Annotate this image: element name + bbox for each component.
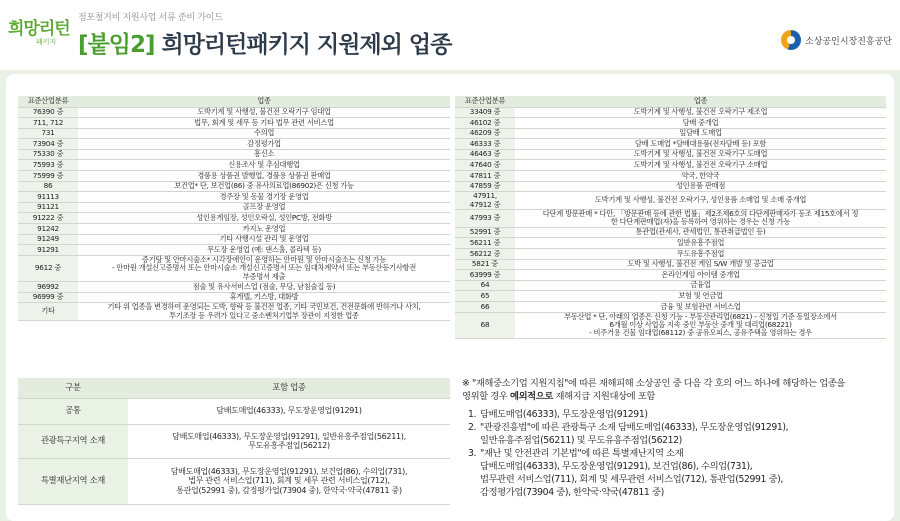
industry-code: 66	[455, 301, 515, 312]
table-row	[18, 234, 450, 245]
industry-code: 73904 중	[18, 139, 78, 150]
industry-code: 47911, 47912 중	[455, 192, 515, 210]
industry-code: 731	[18, 128, 78, 139]
industry-description: 도박 및 사행성, 불건전 게임 S/W 개발 및 공급업	[515, 259, 886, 270]
header	[0, 0, 900, 70]
table-row	[18, 398, 450, 424]
table-row	[455, 128, 886, 139]
table-row	[455, 249, 886, 260]
industry-code: 711, 712	[18, 118, 78, 129]
industry-description: 감정평가업	[78, 139, 450, 150]
list-item	[462, 447, 882, 499]
title-tag: [붙임2]	[78, 32, 155, 58]
table-row	[455, 259, 886, 270]
industry-code: 56212 중	[455, 249, 515, 260]
list-item	[462, 421, 882, 447]
industry-code: 96999 중	[18, 292, 78, 303]
industry-description: 경주장 및 동물 경기장 운영업	[78, 192, 450, 203]
list-text: "관광진흥법"에 따른 관광특구 소재 담배도매업(46333), 무도장운영업(91291), 일반유흥주점업(56211) 및 무도유흥주점업(56212)	[480, 421, 789, 446]
industry-description: 도박기계 및 사행성, 불건전 오락기구, 성인용품 소매업 및 소매 중개업	[515, 192, 886, 210]
list-item	[462, 408, 882, 421]
industry-code: 46463 중	[455, 149, 515, 160]
industry-description: 담배 중개업	[515, 118, 886, 129]
industry-description: 보건업* 단, 보건업(86) 중 유사의료업(86902)은 신청 가능	[78, 181, 450, 192]
industry-description: 일반유흥주점업	[515, 238, 886, 249]
industry-code: 46333 중	[455, 139, 515, 150]
industry-description: 금융 및 보험관련 서비스업	[515, 301, 886, 312]
industry-code: 63999 중	[455, 270, 515, 281]
region-included-industries: 담배도매업(46333), 무도장운영업(91291)	[128, 398, 450, 424]
list-number: 3.	[468, 447, 477, 459]
table-row	[455, 192, 886, 210]
table-row	[455, 301, 886, 312]
logo-text: 희망리턴	[8, 19, 70, 39]
industry-description: 약국, 한약국	[515, 171, 886, 182]
table-row	[18, 107, 450, 118]
table-row	[455, 210, 886, 228]
industry-description: 수의업	[78, 128, 450, 139]
page-title	[78, 26, 451, 59]
industry-description: 골프장 운영업	[78, 202, 450, 213]
col-header-category: 구분	[18, 378, 128, 398]
industry-description: 경품용 상품권 발행업, 경품용 상품권 판매업	[78, 171, 450, 182]
table-row	[18, 160, 450, 171]
industry-code: 56211 중	[455, 238, 515, 249]
industry-code: 75993 중	[18, 160, 78, 171]
guide-subtitle: 점포철거비 지원사업 서류 준비 가이드	[78, 13, 223, 23]
region-exception-table	[18, 378, 450, 505]
hope-return-logo	[6, 10, 70, 56]
col-header-code: 표준산업분류	[18, 96, 78, 107]
region-category: 특별재난지역 소재	[18, 458, 128, 504]
table-row	[455, 280, 886, 291]
table-row	[18, 118, 450, 129]
industry-description: 법무, 회계 및 세무 등 기타 법무 관련 서비스업	[78, 118, 450, 129]
industry-code: 91242	[18, 224, 78, 235]
industry-description: 성인용품 판매점	[515, 181, 886, 192]
industry-code: 기타	[18, 303, 78, 321]
industry-code: 86	[18, 181, 78, 192]
industry-description: 도박기계 및 사행성, 불건전 오락기구 소매업	[515, 160, 886, 171]
industry-code: 46102 중	[455, 118, 515, 129]
industry-code: 91291	[18, 245, 78, 256]
industry-code: 52991 중	[455, 227, 515, 238]
industry-code: 9612 중	[18, 255, 78, 281]
industry-code: 46209 중	[455, 128, 515, 139]
industry-description: 휴게텔, 키스방, 대화방	[78, 292, 450, 303]
note-intro	[462, 377, 882, 404]
list-number: 1.	[468, 408, 477, 420]
table-row	[18, 139, 450, 150]
excluded-industry-table-left	[18, 96, 450, 321]
industry-description: 흥신소	[78, 149, 450, 160]
col-header-industry: 업종	[78, 96, 450, 107]
industry-description: 기타 위 업종을 변경하여 운영되는 도박, 향락 등 불건전 업종, 기타 국민보건, 건전문화에 반하거나 사치, 투기조장 등 우려가 있다고 중소벤처기업부 장관이 지정한 업종	[78, 303, 450, 321]
region-category: 관광특구지역 소재	[18, 424, 128, 458]
industry-description: 기타 사행시설 관리 및 운영업	[78, 234, 450, 245]
table-row	[18, 458, 450, 504]
note-intro-end: 재해지급 지원대상에 포함	[552, 391, 655, 403]
industry-description: 증기탕 및 안마시술소* 시각장애인이 운영하는 안마원 및 안마시술소는 신청 가능 - 안마원 개설신고증명서 또는 안마시술소 개설신고증명서 또는 임대차계약서 또는 부동산등기사항전 부증명서 제출	[78, 255, 450, 281]
table-row	[18, 224, 450, 235]
industry-description: 무도유흥주점업	[515, 249, 886, 260]
industry-description: 담배 도매업 *담배대용품(전자담배 등) 포함	[515, 139, 886, 150]
col-header-code: 표준산업분류	[455, 96, 515, 107]
industry-code: 96992	[18, 281, 78, 292]
industry-code: 75999 중	[18, 171, 78, 182]
industry-code: 75330 중	[18, 149, 78, 160]
table-row	[455, 238, 886, 249]
industry-description: 점술 및 유사서비스업 (점술, 무당, 남침술집 등)	[78, 281, 450, 292]
table-row	[18, 303, 450, 321]
industry-description: 금융업	[515, 280, 886, 291]
logo-subtext: 패키지	[36, 38, 57, 46]
org-logo	[781, 30, 892, 50]
table-row	[18, 281, 450, 292]
table-row	[18, 292, 450, 303]
industry-description: 온라인게임 아이템 중개업	[515, 270, 886, 281]
table-row	[18, 202, 450, 213]
title-text: 희망리턴패키지 지원제외 업종	[154, 32, 452, 58]
industry-description: 다단계 방문판매 * 다만, 「방문판매 등에 관한 법률」제2조제6호의 다단계판매자가 동조 제15호에서 정 한 다단계판매업(자)을 등록하여 영위하는 경우는 신청 가능	[515, 210, 886, 228]
industry-description: 통관업(관세사, 관세법인, 통관취급법인 등)	[515, 227, 886, 238]
industry-description: 잎담배 도매업	[515, 128, 886, 139]
note-intro-line2: 영위할 경우	[462, 391, 511, 403]
industry-description: 무도장 운영업 (예: 댄스홀, 콜라텍 등)	[78, 245, 450, 256]
industry-description: 도박기계 및 사행성, 불건전 오락기구 도매업	[515, 149, 886, 160]
list-number: 2.	[468, 421, 477, 433]
table-row	[455, 107, 886, 118]
list-text: "재난 및 안전관리 기본법"에 따른 특별재난지역 소재 담배도매업(46333), 무도장운영업(91291), 보건업(86), 수의업(731), 법무관련 서비스업(711), 회계 및 세무관련 서비스업(712), 통관업(52991 중), 감정평가업(73904 중), 한약국·약국(47811 중)	[480, 447, 783, 499]
industry-code: 33409 중	[455, 107, 515, 118]
region-category: 공통	[18, 398, 128, 424]
disaster-exception-note	[462, 377, 882, 499]
industry-code: 91121	[18, 202, 78, 213]
industry-code: 91249	[18, 234, 78, 245]
industry-code: 47811 중	[455, 171, 515, 182]
table-row	[18, 255, 450, 281]
table-row	[18, 424, 450, 458]
industry-code: 65	[455, 291, 515, 302]
industry-description: 성인용게임장, 성인오락실, 성인PC방, 전화방	[78, 213, 450, 224]
industry-description: 도박기계 및 사행성, 불건전 오락기구 제조업	[515, 107, 886, 118]
table-row	[455, 139, 886, 150]
industry-description: 도박기계 및 사행성, 불건전 오락기구 임대업	[78, 107, 450, 118]
industry-description: 카지노 운영업	[78, 224, 450, 235]
table-row	[455, 227, 886, 238]
table-row	[18, 181, 450, 192]
table-row	[18, 245, 450, 256]
industry-description: 부동산업 * 단, 아래의 업종은 신청 가능 - 부동산관리업(6821) - 신청일 기준 동일장소에서 6개월 이상 사업을 지속 중인 부동산 중개 및 대리업(68221) - 비주거용 건물 임대업(68112) 중 공유오피스, 공유주택을 영위하는 경우	[515, 312, 886, 338]
table-row	[455, 160, 886, 171]
table-row	[18, 192, 450, 203]
table-row	[18, 149, 450, 160]
table-row	[455, 171, 886, 182]
industry-description: 보험 및 연금업	[515, 291, 886, 302]
industry-code: 68	[455, 312, 515, 338]
industry-code: 76390 중	[18, 107, 78, 118]
table-row	[455, 181, 886, 192]
list-text: 담배도매업(46333), 무도장운영업(91291)	[480, 408, 648, 420]
region-included-industries: 담배도매업(46333), 무도장운영업(91291), 보건업(86), 수의업(731), 법무 관련 서비스업(711), 회계 및 세무 관련 서비스업(712), 통관업(52991 중), 감정평가업(73904 중), 한약국·약국(47811 중)	[128, 458, 450, 504]
note-list	[462, 408, 882, 499]
excluded-industry-table-right	[455, 96, 886, 339]
table-row	[455, 270, 886, 281]
industry-code: 91113	[18, 192, 78, 203]
org-name: 소상공인시장진흥공단	[805, 36, 892, 47]
industry-code: 47640 중	[455, 160, 515, 171]
col-header-included: 포함 업종	[128, 378, 450, 398]
table-row	[455, 312, 886, 338]
table-row	[455, 118, 886, 129]
table-row	[455, 149, 886, 160]
industry-code: 64	[455, 280, 515, 291]
table-row	[18, 171, 450, 182]
industry-code: 47859 중	[455, 181, 515, 192]
industry-code: 91222 중	[18, 213, 78, 224]
semas-emblem-icon	[781, 30, 801, 50]
note-emphasis: 예외적으로	[510, 391, 553, 403]
table-row	[18, 128, 450, 139]
note-intro-line1: ※ "재해중소기업 지원지침"에 따른 재해피해 소상공인 중 다음 각 호의 어느 하나에 해당하는 업종을	[462, 378, 846, 389]
industry-description: 신용조사 및 추심대행업	[78, 160, 450, 171]
table-row	[455, 291, 886, 302]
table-row	[18, 213, 450, 224]
industry-code: 5821 중	[455, 259, 515, 270]
col-header-industry: 업종	[515, 96, 886, 107]
region-included-industries: 담배도매업(46333), 무도장운영업(91291), 일반유흥주점업(56211), 무도유흥주점업(56212)	[128, 424, 450, 458]
industry-code: 47993 중	[455, 210, 515, 228]
